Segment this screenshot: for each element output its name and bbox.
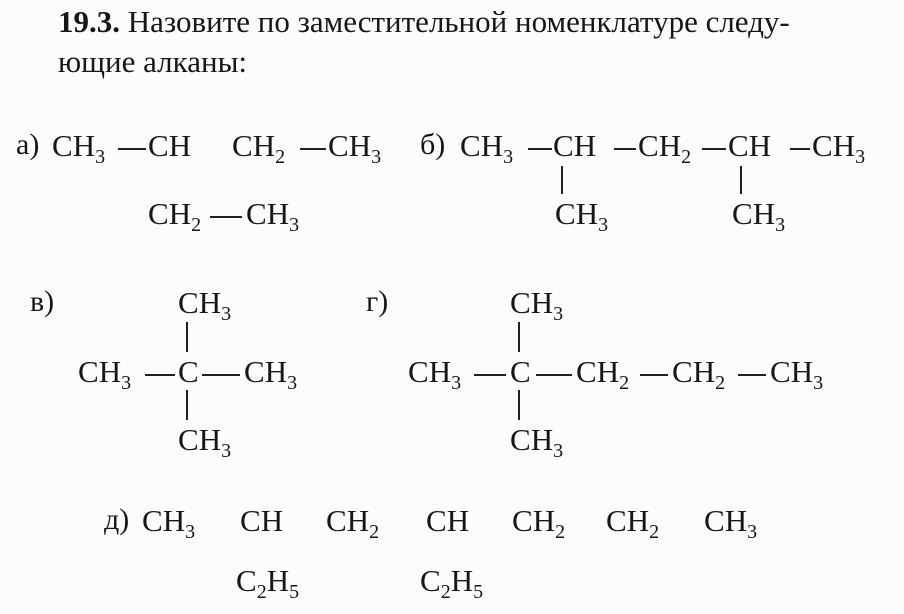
group: $CH_3$ [555,196,609,236]
bond [118,148,146,150]
bond [528,148,552,150]
bond [738,374,766,376]
bond [186,390,188,420]
group: $CH_3$ [510,285,564,325]
structure-label: б) [420,128,446,161]
problem-heading [58,2,898,82]
group: $CH_2$ [512,503,566,543]
group: $C_2H_5$ [420,563,484,603]
group: CH [426,503,470,538]
group: $CH_2$ [576,354,630,394]
group: $CH_3$ [142,503,196,543]
problem-text-line1: Назовите по заместительной номенклатуре следу- [127,4,790,39]
group: C [178,354,199,389]
structure-label: г) [366,285,389,318]
bond [210,216,242,218]
group: $CH_2$ [326,503,380,543]
bond [536,374,572,376]
problem-number: 19.3. [58,4,120,39]
group: $CH_3$ [178,285,232,325]
bond [202,374,240,376]
group: $CH_2$ [606,503,660,543]
group: $CH_3$ [812,128,866,168]
bond [518,390,520,420]
bond [186,322,188,352]
group: CH [240,503,284,538]
bond [702,148,726,150]
group: $CH_3$ [704,503,758,543]
structure-label: д) [104,503,130,536]
structure-label: а) [16,128,40,161]
group: $C_2H_5$ [236,563,300,603]
bond [561,166,563,194]
bond [300,148,326,150]
group: $CH_3$ [460,128,514,168]
group: $CH_3$ [328,128,382,168]
group: $CH_3$ [246,196,300,236]
group: $CH_3$ [770,354,824,394]
group: C [510,354,531,389]
bond [790,148,810,150]
group: $CH_2$ [638,128,692,168]
group: CH [148,128,192,163]
structure-label: в) [30,285,55,318]
group: $CH_2$ [672,354,726,394]
group: $CH_2$ [148,196,202,236]
group: $CH_3$ [408,354,462,394]
bond [145,374,175,376]
group: CH [728,128,772,163]
bond [474,374,506,376]
bond [640,374,668,376]
group: $CH_3$ [732,196,786,236]
bond [740,166,742,194]
group: $CH_3$ [52,128,106,168]
problem-text-line2: ющие алканы: [58,44,248,79]
bond [518,322,520,352]
group: $CH_3$ [78,354,132,394]
bond [614,148,636,150]
group: $CH_3$ [244,354,298,394]
group: CH [553,128,597,163]
group: $CH_3$ [178,422,232,462]
group: $CH_3$ [510,422,564,462]
group: $CH_2$ [232,128,286,168]
